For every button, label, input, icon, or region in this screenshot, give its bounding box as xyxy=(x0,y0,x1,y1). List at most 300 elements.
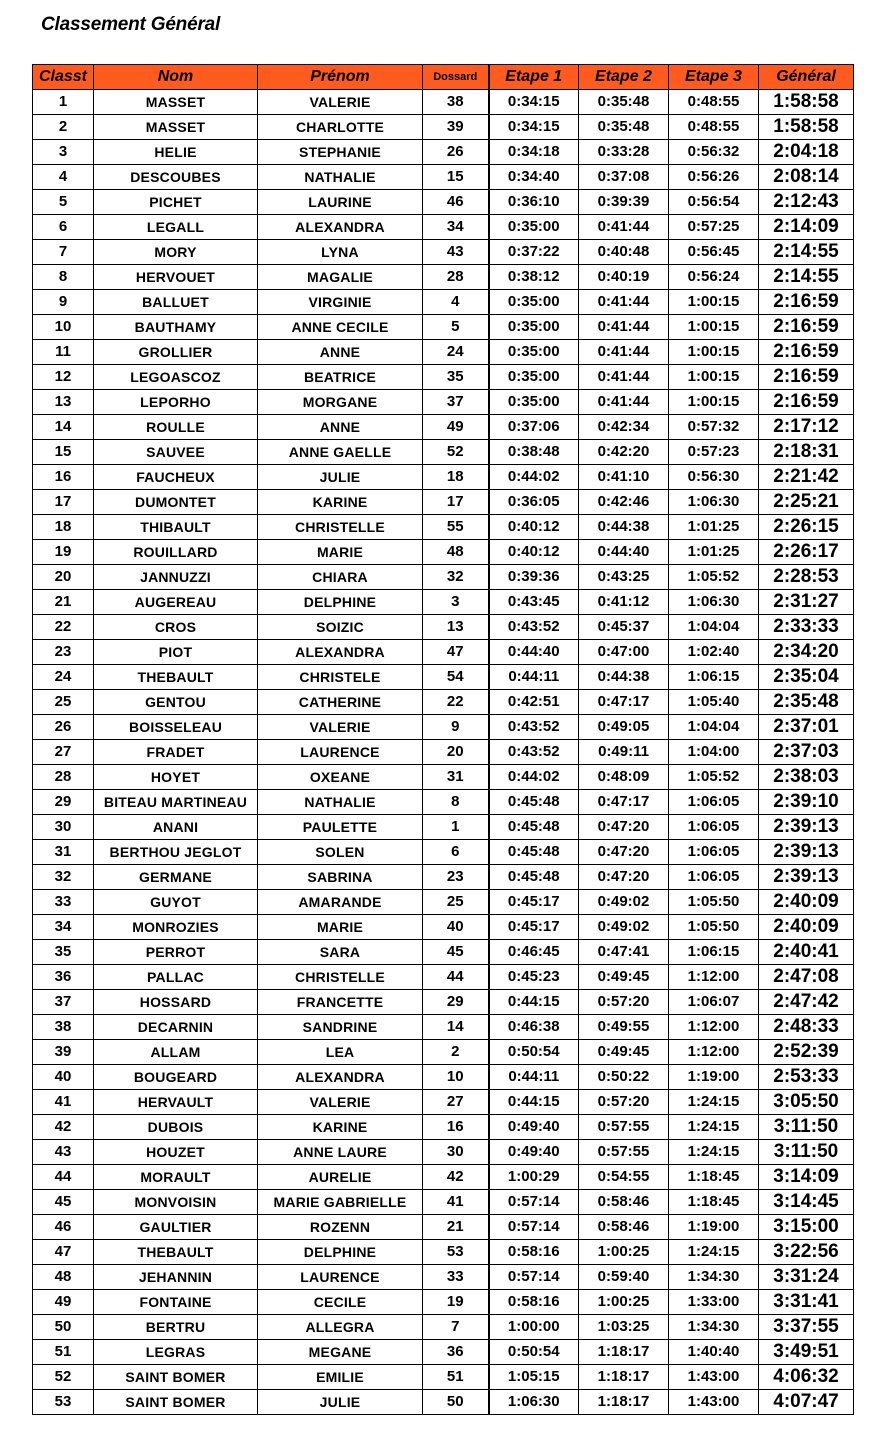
cell-etape-3: 1:24:15 xyxy=(669,1090,759,1115)
cell-prenom: ANNE xyxy=(258,415,423,440)
cell-dossard: 39 xyxy=(423,115,489,140)
cell-etape-3: 0:57:32 xyxy=(669,415,759,440)
cell-prenom: SABRINA xyxy=(258,865,423,890)
table-row xyxy=(33,690,854,715)
cell-rank: 1 xyxy=(33,90,94,115)
table-row xyxy=(33,1340,854,1365)
cell-dossard: 48 xyxy=(423,540,489,565)
cell-etape-1: 0:58:16 xyxy=(489,1290,579,1315)
header-etape-1: Etape 1 xyxy=(489,65,579,90)
cell-prenom: ANNE xyxy=(258,340,423,365)
cell-rank: 42 xyxy=(33,1115,94,1140)
cell-general: 2:39:13 xyxy=(759,865,854,890)
table-row xyxy=(33,1090,854,1115)
table-row xyxy=(33,1290,854,1315)
cell-nom: BERTRU xyxy=(94,1315,258,1340)
cell-etape-1: 0:45:48 xyxy=(489,865,579,890)
cell-dossard: 30 xyxy=(423,1140,489,1165)
header-row xyxy=(33,65,854,90)
cell-prenom: LAURENCE xyxy=(258,740,423,765)
cell-etape-2: 0:44:38 xyxy=(579,515,669,540)
table-row xyxy=(33,415,854,440)
cell-etape-1: 0:35:00 xyxy=(489,290,579,315)
cell-etape-2: 0:41:12 xyxy=(579,590,669,615)
cell-nom: ROUILLARD xyxy=(94,540,258,565)
cell-dossard: 25 xyxy=(423,890,489,915)
cell-rank: 3 xyxy=(33,140,94,165)
cell-etape-1: 1:05:15 xyxy=(489,1365,579,1390)
cell-nom: LEGRAS xyxy=(94,1340,258,1365)
cell-etape-2: 0:42:34 xyxy=(579,415,669,440)
cell-prenom: FRANCETTE xyxy=(258,990,423,1015)
cell-etape-3: 1:40:40 xyxy=(669,1340,759,1365)
cell-prenom: DELPHINE xyxy=(258,590,423,615)
table-row xyxy=(33,1215,854,1240)
cell-nom: DESCOUBES xyxy=(94,165,258,190)
cell-etape-2: 0:50:22 xyxy=(579,1065,669,1090)
table-row xyxy=(33,890,854,915)
cell-dossard: 33 xyxy=(423,1265,489,1290)
cell-etape-3: 1:04:04 xyxy=(669,715,759,740)
cell-general: 3:15:00 xyxy=(759,1215,854,1240)
cell-nom: HOYET xyxy=(94,765,258,790)
table-row xyxy=(33,390,854,415)
cell-general: 2:47:42 xyxy=(759,990,854,1015)
cell-dossard: 32 xyxy=(423,565,489,590)
cell-general: 2:38:03 xyxy=(759,765,854,790)
table-row xyxy=(33,815,854,840)
cell-nom: FAUCHEUX xyxy=(94,465,258,490)
cell-general: 2:18:31 xyxy=(759,440,854,465)
header-nom: Nom xyxy=(94,65,258,90)
cell-prenom: MEGANE xyxy=(258,1340,423,1365)
table-row xyxy=(33,640,854,665)
table-row xyxy=(33,240,854,265)
cell-nom: BITEAU MARTINEAU xyxy=(94,790,258,815)
cell-nom: MONROZIES xyxy=(94,915,258,940)
cell-general: 2:37:01 xyxy=(759,715,854,740)
cell-rank: 46 xyxy=(33,1215,94,1240)
cell-nom: BOISSELEAU xyxy=(94,715,258,740)
cell-dossard: 24 xyxy=(423,340,489,365)
cell-rank: 36 xyxy=(33,965,94,990)
cell-etape-1: 0:58:16 xyxy=(489,1240,579,1265)
cell-rank: 9 xyxy=(33,290,94,315)
table-row xyxy=(33,365,854,390)
cell-etape-3: 1:05:52 xyxy=(669,565,759,590)
cell-nom: GROLLIER xyxy=(94,340,258,365)
table-row xyxy=(33,515,854,540)
cell-general: 3:31:41 xyxy=(759,1290,854,1315)
cell-rank: 15 xyxy=(33,440,94,465)
cell-prenom: VALERIE xyxy=(258,1090,423,1115)
cell-rank: 11 xyxy=(33,340,94,365)
cell-prenom: SOLEN xyxy=(258,840,423,865)
header-prenom: Prénom xyxy=(258,65,423,90)
cell-nom: THEBAULT xyxy=(94,665,258,690)
cell-etape-2: 0:57:55 xyxy=(579,1115,669,1140)
cell-general: 2:04:18 xyxy=(759,140,854,165)
cell-rank: 29 xyxy=(33,790,94,815)
cell-etape-1: 0:36:05 xyxy=(489,490,579,515)
cell-etape-2: 0:49:45 xyxy=(579,1040,669,1065)
results-body xyxy=(33,90,854,1415)
cell-etape-1: 0:44:02 xyxy=(489,465,579,490)
cell-etape-2: 0:41:44 xyxy=(579,315,669,340)
cell-prenom: OXEANE xyxy=(258,765,423,790)
cell-nom: DUMONTET xyxy=(94,490,258,515)
cell-etape-1: 0:35:00 xyxy=(489,315,579,340)
cell-etape-1: 0:44:02 xyxy=(489,765,579,790)
cell-etape-3: 1:12:00 xyxy=(669,965,759,990)
table-row xyxy=(33,965,854,990)
cell-etape-1: 0:44:11 xyxy=(489,1065,579,1090)
cell-etape-3: 1:06:30 xyxy=(669,490,759,515)
cell-nom: PERROT xyxy=(94,940,258,965)
cell-etape-2: 0:44:38 xyxy=(579,665,669,690)
cell-etape-3: 1:34:30 xyxy=(669,1265,759,1290)
cell-etape-2: 1:03:25 xyxy=(579,1315,669,1340)
cell-general: 2:16:59 xyxy=(759,290,854,315)
cell-etape-1: 0:34:40 xyxy=(489,165,579,190)
table-row xyxy=(33,865,854,890)
cell-rank: 24 xyxy=(33,665,94,690)
cell-etape-2: 0:57:55 xyxy=(579,1140,669,1165)
cell-etape-3: 1:06:30 xyxy=(669,590,759,615)
cell-etape-3: 1:05:40 xyxy=(669,690,759,715)
cell-etape-3: 0:57:23 xyxy=(669,440,759,465)
cell-etape-3: 1:00:15 xyxy=(669,365,759,390)
cell-dossard: 9 xyxy=(423,715,489,740)
cell-nom: FONTAINE xyxy=(94,1290,258,1315)
cell-etape-3: 1:19:00 xyxy=(669,1065,759,1090)
cell-prenom: CHRISTELLE xyxy=(258,965,423,990)
cell-rank: 20 xyxy=(33,565,94,590)
cell-general: 4:06:32 xyxy=(759,1365,854,1390)
cell-prenom: JULIE xyxy=(258,1390,423,1415)
cell-nom: HERVAULT xyxy=(94,1090,258,1115)
cell-etape-3: 1:43:00 xyxy=(669,1365,759,1390)
cell-etape-2: 0:37:08 xyxy=(579,165,669,190)
cell-rank: 19 xyxy=(33,540,94,565)
cell-dossard: 2 xyxy=(423,1040,489,1065)
cell-nom: MORAULT xyxy=(94,1165,258,1190)
cell-rank: 10 xyxy=(33,315,94,340)
cell-nom: HERVOUET xyxy=(94,265,258,290)
cell-dossard: 5 xyxy=(423,315,489,340)
cell-etape-1: 0:49:40 xyxy=(489,1115,579,1140)
cell-prenom: NATHALIE xyxy=(258,165,423,190)
cell-nom: HOSSARD xyxy=(94,990,258,1015)
cell-rank: 5 xyxy=(33,190,94,215)
cell-dossard: 17 xyxy=(423,490,489,515)
cell-rank: 30 xyxy=(33,815,94,840)
cell-etape-3: 1:00:15 xyxy=(669,340,759,365)
cell-nom: HELIE xyxy=(94,140,258,165)
cell-general: 2:31:27 xyxy=(759,590,854,615)
cell-dossard: 6 xyxy=(423,840,489,865)
cell-nom: ROULLE xyxy=(94,415,258,440)
cell-etape-1: 0:39:36 xyxy=(489,565,579,590)
cell-etape-1: 0:44:15 xyxy=(489,1090,579,1115)
cell-etape-3: 0:57:25 xyxy=(669,215,759,240)
cell-etape-3: 1:02:40 xyxy=(669,640,759,665)
table-row xyxy=(33,465,854,490)
cell-etape-1: 0:43:52 xyxy=(489,715,579,740)
cell-etape-3: 1:04:00 xyxy=(669,740,759,765)
table-row xyxy=(33,215,854,240)
table-row xyxy=(33,165,854,190)
cell-rank: 12 xyxy=(33,365,94,390)
cell-prenom: ALEXANDRA xyxy=(258,215,423,240)
cell-dossard: 21 xyxy=(423,1215,489,1240)
cell-general: 2:08:14 xyxy=(759,165,854,190)
table-row xyxy=(33,1165,854,1190)
cell-dossard: 44 xyxy=(423,965,489,990)
cell-etape-2: 0:54:55 xyxy=(579,1165,669,1190)
cell-etape-1: 0:57:14 xyxy=(489,1215,579,1240)
cell-prenom: JULIE xyxy=(258,465,423,490)
header-classt: Classt xyxy=(33,65,94,90)
table-row xyxy=(33,90,854,115)
cell-etape-1: 0:46:45 xyxy=(489,940,579,965)
cell-prenom: ROZENN xyxy=(258,1215,423,1240)
cell-general: 2:53:33 xyxy=(759,1065,854,1090)
cell-etape-1: 0:45:17 xyxy=(489,915,579,940)
cell-etape-1: 0:50:54 xyxy=(489,1340,579,1365)
cell-etape-2: 0:47:17 xyxy=(579,790,669,815)
cell-rank: 37 xyxy=(33,990,94,1015)
cell-prenom: PAULETTE xyxy=(258,815,423,840)
table-row xyxy=(33,340,854,365)
cell-general: 3:37:55 xyxy=(759,1315,854,1340)
cell-nom: ANANI xyxy=(94,815,258,840)
table-row xyxy=(33,1240,854,1265)
cell-general: 3:31:24 xyxy=(759,1265,854,1290)
cell-nom: PICHET xyxy=(94,190,258,215)
cell-dossard: 13 xyxy=(423,615,489,640)
cell-dossard: 7 xyxy=(423,1315,489,1340)
cell-rank: 4 xyxy=(33,165,94,190)
cell-prenom: MORGANE xyxy=(258,390,423,415)
cell-nom: SAINT BOMER xyxy=(94,1365,258,1390)
cell-nom: MASSET xyxy=(94,90,258,115)
cell-etape-2: 0:41:10 xyxy=(579,465,669,490)
cell-etape-1: 0:44:15 xyxy=(489,990,579,1015)
cell-etape-2: 1:00:25 xyxy=(579,1290,669,1315)
table-row xyxy=(33,1390,854,1415)
cell-nom: SAINT BOMER xyxy=(94,1390,258,1415)
cell-rank: 50 xyxy=(33,1315,94,1340)
cell-general: 2:47:08 xyxy=(759,965,854,990)
cell-rank: 16 xyxy=(33,465,94,490)
cell-dossard: 53 xyxy=(423,1240,489,1265)
cell-etape-1: 1:06:30 xyxy=(489,1390,579,1415)
cell-dossard: 49 xyxy=(423,415,489,440)
cell-general: 2:33:33 xyxy=(759,615,854,640)
cell-rank: 22 xyxy=(33,615,94,640)
cell-rank: 31 xyxy=(33,840,94,865)
cell-general: 1:58:58 xyxy=(759,90,854,115)
cell-etape-1: 0:35:00 xyxy=(489,340,579,365)
cell-general: 3:14:45 xyxy=(759,1190,854,1215)
cell-rank: 7 xyxy=(33,240,94,265)
cell-etape-1: 0:35:00 xyxy=(489,215,579,240)
cell-prenom: STEPHANIE xyxy=(258,140,423,165)
cell-prenom: ANNE LAURE xyxy=(258,1140,423,1165)
cell-etape-3: 1:04:04 xyxy=(669,615,759,640)
cell-rank: 8 xyxy=(33,265,94,290)
cell-rank: 28 xyxy=(33,765,94,790)
cell-dossard: 28 xyxy=(423,265,489,290)
cell-rank: 33 xyxy=(33,890,94,915)
cell-general: 2:14:55 xyxy=(759,240,854,265)
cell-nom: FRADET xyxy=(94,740,258,765)
table-row xyxy=(33,1265,854,1290)
cell-rank: 39 xyxy=(33,1040,94,1065)
cell-dossard: 4 xyxy=(423,290,489,315)
cell-prenom: ALEXANDRA xyxy=(258,1065,423,1090)
cell-dossard: 27 xyxy=(423,1090,489,1115)
cell-etape-1: 0:49:40 xyxy=(489,1140,579,1165)
cell-rank: 35 xyxy=(33,940,94,965)
cell-etape-3: 1:00:15 xyxy=(669,290,759,315)
cell-nom: PALLAC xyxy=(94,965,258,990)
table-row xyxy=(33,1040,854,1065)
cell-etape-2: 0:35:48 xyxy=(579,115,669,140)
cell-etape-3: 0:48:55 xyxy=(669,90,759,115)
table-row xyxy=(33,715,854,740)
cell-dossard: 43 xyxy=(423,240,489,265)
table-row xyxy=(33,590,854,615)
cell-rank: 13 xyxy=(33,390,94,415)
cell-etape-2: 0:58:46 xyxy=(579,1190,669,1215)
cell-etape-1: 1:00:29 xyxy=(489,1165,579,1190)
cell-general: 2:12:43 xyxy=(759,190,854,215)
cell-dossard: 1 xyxy=(423,815,489,840)
cell-prenom: ANNE GAELLE xyxy=(258,440,423,465)
cell-etape-3: 1:06:05 xyxy=(669,840,759,865)
cell-general: 2:52:39 xyxy=(759,1040,854,1065)
cell-prenom: CHARLOTTE xyxy=(258,115,423,140)
cell-rank: 48 xyxy=(33,1265,94,1290)
header-etape-3: Etape 3 xyxy=(669,65,759,90)
cell-prenom: CECILE xyxy=(258,1290,423,1315)
cell-etape-2: 0:49:55 xyxy=(579,1015,669,1040)
cell-etape-2: 0:41:44 xyxy=(579,340,669,365)
cell-prenom: BEATRICE xyxy=(258,365,423,390)
cell-prenom: LYNA xyxy=(258,240,423,265)
cell-rank: 27 xyxy=(33,740,94,765)
cell-etape-2: 0:57:20 xyxy=(579,1090,669,1115)
cell-general: 2:48:33 xyxy=(759,1015,854,1040)
cell-etape-3: 0:48:55 xyxy=(669,115,759,140)
cell-prenom: ANNE CECILE xyxy=(258,315,423,340)
cell-rank: 53 xyxy=(33,1390,94,1415)
cell-etape-3: 0:56:24 xyxy=(669,265,759,290)
header-general: Général xyxy=(759,65,854,90)
cell-rank: 23 xyxy=(33,640,94,665)
cell-etape-2: 0:49:02 xyxy=(579,915,669,940)
cell-dossard: 51 xyxy=(423,1365,489,1390)
cell-etape-1: 0:37:06 xyxy=(489,415,579,440)
cell-prenom: DELPHINE xyxy=(258,1240,423,1265)
cell-etape-2: 0:47:41 xyxy=(579,940,669,965)
table-row xyxy=(33,915,854,940)
cell-prenom: SANDRINE xyxy=(258,1015,423,1040)
cell-nom: ALLAM xyxy=(94,1040,258,1065)
cell-etape-3: 1:06:07 xyxy=(669,990,759,1015)
table-row xyxy=(33,1365,854,1390)
cell-general: 2:26:15 xyxy=(759,515,854,540)
cell-etape-2: 0:42:46 xyxy=(579,490,669,515)
cell-etape-1: 1:00:00 xyxy=(489,1315,579,1340)
cell-prenom: VIRGINIE xyxy=(258,290,423,315)
cell-general: 2:39:13 xyxy=(759,815,854,840)
cell-nom: BERTHOU JEGLOT xyxy=(94,840,258,865)
cell-dossard: 37 xyxy=(423,390,489,415)
cell-etape-1: 0:37:22 xyxy=(489,240,579,265)
table-row xyxy=(33,765,854,790)
cell-rank: 38 xyxy=(33,1015,94,1040)
cell-nom: THIBAULT xyxy=(94,515,258,540)
cell-general: 2:40:09 xyxy=(759,915,854,940)
cell-general: 2:35:04 xyxy=(759,665,854,690)
cell-etape-2: 0:41:44 xyxy=(579,290,669,315)
table-row xyxy=(33,490,854,515)
cell-rank: 47 xyxy=(33,1240,94,1265)
cell-etape-2: 0:49:11 xyxy=(579,740,669,765)
cell-etape-3: 1:34:30 xyxy=(669,1315,759,1340)
cell-nom: CROS xyxy=(94,615,258,640)
cell-etape-2: 0:45:37 xyxy=(579,615,669,640)
cell-etape-2: 0:49:05 xyxy=(579,715,669,740)
cell-etape-3: 0:56:26 xyxy=(669,165,759,190)
cell-etape-3: 0:56:45 xyxy=(669,240,759,265)
cell-prenom: MARIE xyxy=(258,540,423,565)
cell-rank: 2 xyxy=(33,115,94,140)
cell-prenom: ALLEGRA xyxy=(258,1315,423,1340)
cell-dossard: 50 xyxy=(423,1390,489,1415)
cell-dossard: 14 xyxy=(423,1015,489,1040)
cell-general: 2:25:21 xyxy=(759,490,854,515)
cell-nom: GUYOT xyxy=(94,890,258,915)
cell-etape-2: 1:18:17 xyxy=(579,1390,669,1415)
cell-prenom: VALERIE xyxy=(258,715,423,740)
cell-general: 2:14:09 xyxy=(759,215,854,240)
cell-etape-3: 0:56:54 xyxy=(669,190,759,215)
cell-general: 2:14:55 xyxy=(759,265,854,290)
cell-etape-1: 0:35:00 xyxy=(489,365,579,390)
cell-general: 2:16:59 xyxy=(759,340,854,365)
cell-rank: 40 xyxy=(33,1065,94,1090)
table-row xyxy=(33,740,854,765)
cell-general: 2:37:03 xyxy=(759,740,854,765)
header-dossard: Dossard xyxy=(423,65,489,90)
cell-etape-1: 0:34:18 xyxy=(489,140,579,165)
cell-etape-3: 1:06:05 xyxy=(669,865,759,890)
cell-etape-1: 0:40:12 xyxy=(489,515,579,540)
cell-etape-3: 1:19:00 xyxy=(669,1215,759,1240)
cell-general: 2:40:41 xyxy=(759,940,854,965)
cell-general: 2:40:09 xyxy=(759,890,854,915)
cell-etape-1: 0:40:12 xyxy=(489,540,579,565)
cell-nom: THEBAULT xyxy=(94,1240,258,1265)
cell-etape-1: 0:46:38 xyxy=(489,1015,579,1040)
cell-general: 1:58:58 xyxy=(759,115,854,140)
cell-etape-2: 0:49:45 xyxy=(579,965,669,990)
cell-dossard: 35 xyxy=(423,365,489,390)
